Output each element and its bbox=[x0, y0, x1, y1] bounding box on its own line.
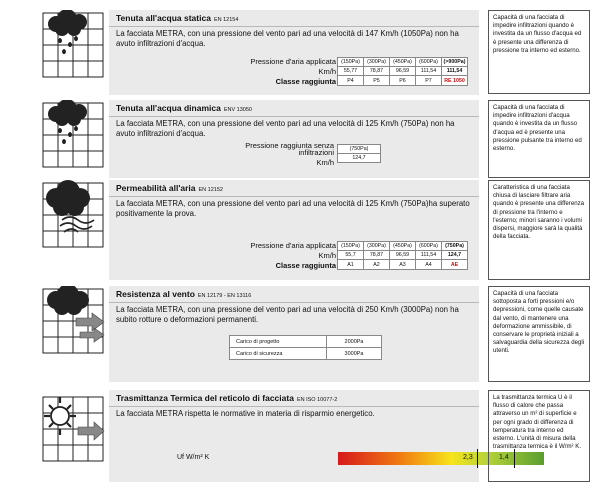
value-2-3: 2,3 bbox=[463, 454, 473, 461]
pressure-cell: (450Pa) bbox=[390, 58, 416, 67]
section-title: Resistenza al vento EN 12179 - EN 13116 bbox=[116, 289, 252, 299]
class-cell: A3 bbox=[390, 260, 416, 270]
speed-cell: 78,87 bbox=[364, 67, 390, 76]
load-value: 2000Pa bbox=[327, 336, 382, 348]
section-water-dynamic bbox=[0, 100, 600, 178]
load-label: Carico di progetto bbox=[230, 336, 327, 348]
class-cell: P5 bbox=[364, 76, 390, 86]
water-dynamic-table bbox=[337, 144, 381, 163]
class-label: Classe raggiunta bbox=[275, 77, 336, 86]
value-1-4: 1,4 bbox=[499, 454, 509, 461]
pressure-cell: (300Pa) bbox=[364, 242, 390, 251]
pressure-label: Pressione d'aria applicata bbox=[250, 241, 336, 250]
section-water-static bbox=[0, 10, 600, 95]
load-value: 3000Pa bbox=[327, 348, 382, 360]
speed-cell: 55,7 bbox=[338, 251, 364, 260]
section-description: La facciata METRA, con una pressione del vento pari ad una velocità di 250 Km/h (3000Pa) non ha subito rotture o deformazioni permanenti. bbox=[116, 305, 459, 324]
speed-cell: 78,87 bbox=[364, 251, 390, 260]
rain-cloud-facade-icon bbox=[40, 100, 106, 172]
water-dynamic-definition: Capacità di una facciata di impedire infiltrazioni d'acqua quando è investita da un flusso d'acqua ed è presente una pressione pulsante tra interno ed esterno. bbox=[488, 100, 590, 178]
water-static-table bbox=[337, 57, 468, 86]
pressure-cell: (300Pa) bbox=[364, 58, 390, 67]
pressure-cell: (150Pa) bbox=[338, 58, 364, 67]
air-permeability-panel bbox=[109, 180, 479, 280]
section-wind-resistance bbox=[0, 286, 600, 382]
speed-cell: 96,59 bbox=[390, 67, 416, 76]
speed-cell: 55,77 bbox=[338, 67, 364, 76]
class-cell: AE bbox=[442, 260, 468, 270]
section-air-permeability bbox=[0, 180, 600, 280]
wind-cloud-facade-icon bbox=[40, 180, 106, 252]
load-label: Carico di sicurezza bbox=[230, 348, 327, 360]
speed-label: Km/h bbox=[316, 158, 334, 167]
pressure-cell: (600Pa) bbox=[416, 242, 442, 251]
wind-resistance-panel bbox=[109, 286, 479, 382]
sun-heat-arrow-facade-icon bbox=[40, 394, 106, 466]
speed-cell: 124,7 bbox=[442, 251, 468, 260]
rain-cloud-facade-icon bbox=[40, 10, 106, 82]
pressure-label: Pressione raggiunta senza infiltrazioni bbox=[245, 141, 334, 157]
water-static-panel bbox=[109, 10, 479, 95]
air-permeability-table bbox=[337, 241, 468, 270]
pressure-cell: (150Pa) bbox=[338, 242, 364, 251]
air-permeability-definition: Caratteristica di una facciata chiusa di lasciare filtrare aria quando è presente una differenza di pressione tra l'interno e l'esterno; minori saranno i volumi dispersi, maggiore sarà la qualità della facciata. bbox=[488, 180, 590, 280]
section-title: Tenuta all'acqua dinamica ENV 13050 bbox=[116, 103, 252, 113]
class-cell: P7 bbox=[416, 76, 442, 86]
section-description: La facciata METRA rispetta le normative in materia di risparmio energetico. bbox=[116, 409, 375, 418]
class-cell: A1 bbox=[338, 260, 364, 270]
speed-cell: 111,54 bbox=[416, 251, 442, 260]
pressure-cell: (450Pa) bbox=[390, 242, 416, 251]
class-cell: P4 bbox=[338, 76, 364, 86]
thermal-transmittance-panel bbox=[109, 390, 509, 482]
speed-label: Km/h bbox=[318, 251, 336, 260]
speed-cell: 111,54 bbox=[442, 67, 468, 76]
storm-cloud-arrow-facade-icon bbox=[40, 286, 106, 358]
class-cell: P6 bbox=[390, 76, 416, 86]
marker-2-3 bbox=[477, 449, 478, 468]
speed-cell: 96,59 bbox=[390, 251, 416, 260]
water-dynamic-panel bbox=[109, 100, 479, 178]
water-static-definition: Capacità di una facciata di impedire infiltrazioni quando è investita da un flusso d'acqua ed è presente una differenza di pressione tra interno ed esterno. bbox=[488, 10, 590, 94]
pressure-cell: (>900Pa) bbox=[442, 58, 468, 67]
class-cell: RE 1050 bbox=[442, 76, 468, 86]
thermal-transmittance-definition: La trasmittanza termica U è il flusso di calore che passa attraverso un m² di superficie e per ogni grado di differenza di temperatura tra interno ed esterno. L'unità di misura della trasmittanza termica è il W/m² K. bbox=[488, 390, 590, 482]
speed-label: Km/h bbox=[318, 67, 336, 76]
speed-cell: 124,7 bbox=[338, 154, 381, 163]
pressure-cell: (600Pa) bbox=[416, 58, 442, 67]
section-description: La facciata METRA, con una pressione del vento pari ad una velocità di 125 Km/h (750Pa)ha superato positivamente la prova. bbox=[116, 199, 470, 218]
section-description: La facciata METRA, con una pressione del vento pari ad una velocità di 147 Km/h (1050Pa) non ha avuto infiltrazioni d'acqua. bbox=[116, 29, 459, 48]
section-title: Tenuta all'acqua statica EN 12154 bbox=[116, 13, 239, 23]
pressure-cell: (750Pa) bbox=[442, 242, 468, 251]
class-label: Classe raggiunta bbox=[275, 261, 336, 270]
section-thermal-transmittance bbox=[0, 390, 600, 482]
section-title: Trasmittanza Termica del reticolo di facciata EN ISO 10077-2 bbox=[116, 393, 338, 403]
class-cell: A4 bbox=[416, 260, 442, 270]
class-cell: A2 bbox=[364, 260, 390, 270]
section-description: La facciata METRA, con una pressione del vento pari ad una velocità di 125 Km/h (750Pa) non ha avuto infiltrazioni d'acqua. bbox=[116, 119, 455, 138]
pressure-cell: (750Pa) bbox=[338, 145, 381, 154]
speed-cell: 111,54 bbox=[416, 67, 442, 76]
uf-unit-label: Uf W/m² K bbox=[177, 454, 210, 461]
wind-resistance-definition: Capacità di una facciata sottoposta a forti pressioni e/o depressioni, come quelle causate dal vento, di mantenere una deformazione ammissibile, di conservare le proprietà iniziali a salvaguardia della sicurezza degli utenti. bbox=[488, 286, 590, 382]
wind-load-table bbox=[229, 335, 382, 360]
pressure-label: Pressione d'aria applicata bbox=[250, 57, 336, 66]
section-title: Permeabilità all'aria EN 12152 bbox=[116, 183, 223, 193]
